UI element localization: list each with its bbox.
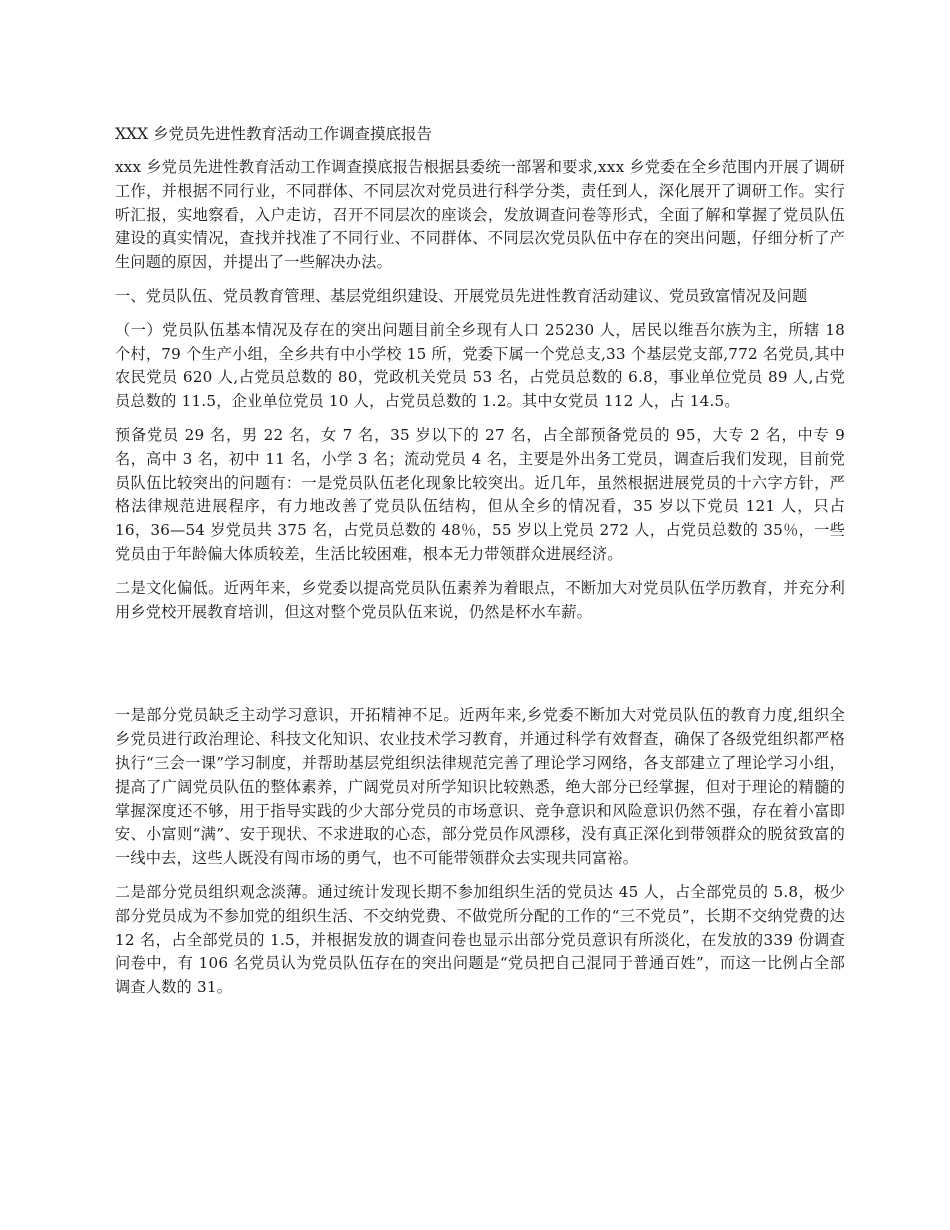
- paragraph-probationary-members: 预备党员 29 名，男 22 名，女 7 名，35 岁以下的 27 名，占全部预备党员的 95，大专 2 名，中专 9 名，高中 3 名，初中 11 名，小学 3 名；流动党员 4 名，主要是外出务工党员，调查后我们发现，目前党员队伍比较突出的问题有：一是党员队伍老化现象比较突出。近几年，虽然根据进展党员的十六字方针，严格法律规范进展程序，有力地改善了党员队伍结构，但从全乡的情况看，35 岁以下党员 121 人，只占 16，36—54 岁党员共 375 名，占党员总数的 48％，55 岁以上党员 272 人，占党员总数的 35％，一些党员由于年龄偏大体质较差，生活比较困难，根本无力带领群众进展经济。: [115, 425, 845, 563]
- paragraph-weak-organization: 二是部分党员组织观念淡薄。通过统计发现长期不参加组织生活的党员达 45 人，占全部党员的 5.8，极少部分党员成为不参加党的组织生活、不交纳党费、不做党所分配的工作的“三不党员”，长期不交纳党费的达 12 名，占全部党员的 1.5，并根据发放的调查问卷也显示出部分党员意识有所淡化，在发放的339 份调查问卷中，有 106 名党员认为党员队伍存在的突出问题是“党员把自己混同于普通百姓”，而这一比例占全部调查人数的 31。: [115, 882, 845, 997]
- section-heading-1: 一、党员队伍、党员教育管理、基层党组织建设、开展党员先进性教育活动建议、党员致富情况及问题: [115, 286, 808, 305]
- document-title: XXX 乡党员先进性教育活动工作调查摸底报告: [115, 125, 433, 143]
- blank-space: [115, 634, 845, 704]
- paragraph-party-member-overview: （一）党员队伍基本情况及存在的突出问题目前全乡现有人口 25230 人，居民以维吾尔族为主，所辖 18 个村，79 个生产小组，全乡共有中小学校 15 所，党委下属一个党总支,33 个基层党支部,772 名党员,其中农民党员 620 人,占党员总数的 80，党政机关党员 53 名，占党员总数的 6.8，事业单位党员 89 人,占党员总数的 11.5，企业单位党员 10 人，占党员总数的 1.2。其中女党员 112 人，占 14.5。: [115, 320, 845, 411]
- paragraph-intro: xxx 乡党员先进性教育活动工作调查摸底报告根据县委统一部署和要求,xxx 乡党委在全乡范围内开展了调研工作，并根据不同行业，不同群体、不同层次对党员进行科学分类，责任到人，深化展开了调研工作。实行听汇报，实地察看，入户走访，召开不同层次的座谈会，发放调查问卷等形式，全面了解和掌握了党员队伍建设的真实情况，查找并找准了不同行业、不同群体、不同层次党员队伍中存在的突出问题，仔细分析了产生问题的原因，并提出了一些解决办法。: [115, 158, 845, 272]
- document-page: [115, 122, 845, 1010]
- paragraph-low-education: 二是文化偏低。近两年来，乡党委以提高党员队伍素养为着眼点，不断加大对党员队伍学历教育，并充分利用乡党校开展教育培训，但这对整个党员队伍来说，仍然是杯水车薪。: [115, 578, 845, 621]
- paragraph-lack-of-learning: 一是部分党员缺乏主动学习意识，开拓精神不足。近两年来,乡党委不断加大对党员队伍的教育力度,组织全乡党员进行政治理论、科技文化知识、农业技术学习教育，并通过科学有效督查，确保了各级党组织都严格执行“三会一课”学习制度，并帮助基层党组织法律规范完善了理论学习网络，各支部建立了理论学习小组，提高了广阔党员队伍的整体素养，广阔党员对所学知识比较熟悉，绝大部分已经掌握，但对于理论的精髓的掌握深度还不够，用于指导实践的少大部分党员的市场意识、竞争意识和风险意识仍然不强，存在着小富即安、小富则“满”、安于现状、不求进取的心态，部分党员作风漂移，没有真正深化到带领群众的脱贫致富的一线中去，这些人既没有闯市场的勇气，也不可能带领群众去实现共同富裕。: [115, 706, 845, 868]
